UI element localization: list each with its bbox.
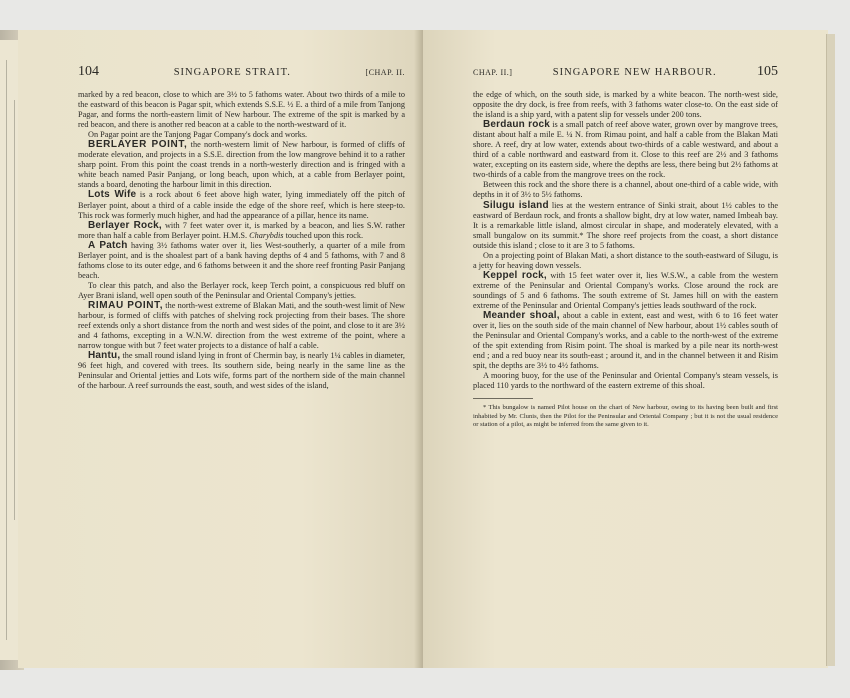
folded-chart-edge (0, 40, 20, 660)
paragraph (473, 271, 778, 311)
right-page-body (473, 90, 778, 391)
page-number: 105 (757, 64, 778, 79)
section-heading: Meander shoal, (483, 310, 560, 322)
page-block-edge (826, 34, 835, 666)
paragraph-text: with 15 feet water over it, lies W.S.W., a cable from the western extreme of the Peninsular and Oriental Company's works. Close around the rock are soundings of 5 and 6 fathoms. The south extreme of St. James hill on with the eastern extreme of the Peninsular and Oriental Company's jetties leads southward of the rock. (473, 270, 779, 310)
paragraph-text: the north-western limit of New harbour, is formed of cliffs of moderate elevation, and projects in a S.S.E. direction from the low mangrove behind it to a rather sharp point. From this point the coast trends in a north-westerly direction and is fringed with a white beach named Pasir Panjang, or long beach, upon which, at a cable from Berlayer point, stands a board, denoting the harbour limit in this direction. (78, 140, 405, 190)
paragraph-text: On a projecting point of Blakan Mati, a short distance to the south-eastward of Silugu, is a jetty for heaving down vessels. (473, 250, 778, 270)
section-heading: Berdaun rock (483, 119, 551, 131)
paragraph (78, 241, 405, 281)
left-page-body (78, 90, 405, 391)
paragraph-text: about a cable in extent, east and west, with 6 to 16 feet water over it, lies on the south side of the main channel of New harbour, about 1½ cables south of the Peninsular and Oriental Company's works, and a cable to the north-west of the extreme of the spit extending from Risim point. The shoal is marked by a pile near its north-west end ; and a red buoy near its south-east ; around it, and in the channel between it and Risim spit, the depths are 3½ to 4½ fathoms. (473, 311, 778, 371)
right-page-header (473, 64, 778, 80)
paragraph-text: the edge of which, on the south side, is marked by a white beacon. The north-west side, opposite the dry dock, is free from reefs, with 3 fathoms water close-to. On the east side of the island is a ship yard, with a patent slip for vessels under 200 tons. (473, 90, 778, 120)
paragraph-text: is a small patch of reef above water, grown over by mangrove trees, distant about half a mile E. ¼ N. from Rimau point, and half a cable from the Blakan Mati shore. A reef, dry at low water, extends about two-thirds of a cable westward, and about a third of a cable northward and eastward from it. Close to this reef are 2½ and 3 fathoms water, excepting on its eastern side, where the depths are less, there being but 2½ fathoms at two-thirds of a cable from the mangrove trees on the rock. (473, 120, 778, 180)
paragraph-text: On Pagar point are the Tanjong Pagar Company's dock and works. (88, 130, 308, 140)
paragraph-text: having 3½ fathoms water over it, lies West-southerly, a quarter of a mile from Berlayer point, and is the shoalest part of a bank having depths of 4 and 5 fathoms, with 7 and 8 fathoms close to its outer edge, and 6 fathoms between it and the shore reef fronting Pasir Panjang beach. (78, 240, 405, 280)
footnote: * This bungalow is named Pilot house on the chart of New harbour, owing to its having been built and first inhabited by Mr. Clunis, then the Pilot for the Peninsular and Oriental Company ; but it is not the usual residence or station of a pilot, as might be inferred from the same given to it. (473, 404, 778, 428)
paragraph-text: lies at the western entrance of Sinki strait, about 1½ cables to the eastward of Berdaun rock, and fronts a shallow bight, dry at low water, named Imbeah bay. It is a remarkable little island, almost circular in shape, and moderately elevated, with a small bungalow on its summit.* The shore reef projects from the coast, a short distance outside this island ; close to it are 3 to 5 fathoms. (473, 200, 779, 250)
paragraph-text: the small round island lying in front of Chermin bay, is nearly 1¼ cables in diameter, 96 feet high, and covered with trees. Its southern side, being nearly in the same line as the Peninsular and Oriental jetties and Lots wife, forms part of the northern side of the main channel of the harbour. A reef surrounds the east, south, and west sides of the island, (78, 351, 405, 391)
running-title: SINGAPORE NEW HARBOUR. (552, 67, 717, 78)
section-heading: Lots Wife (88, 189, 137, 201)
paragraph-text: To clear this patch, and also the Berlayer rock, keep Terch point, a conspicuous red bluff on Ayer Brani island, well open south of the Peninsular and Oriental Company's jetties. (78, 280, 405, 300)
paragraph (78, 140, 405, 190)
section-heading: BERLAYER POINT, (88, 139, 188, 151)
left-page (18, 30, 423, 668)
paragraph-text: is a rock about 6 feet above high water, lying immediately off the pitch of Berlayer point, about a third of a cable inside the edge of the shore reef, which is here steep-to. This rock was formerly much higher, and had the appearance of a pillar, hence its name. (78, 190, 405, 220)
paragraph (78, 301, 405, 351)
paragraph (473, 120, 778, 180)
right-page (423, 30, 828, 668)
paragraph (473, 371, 778, 391)
section-heading: Keppel rock, (483, 269, 547, 281)
section-heading: A Patch (88, 239, 128, 251)
paragraph (473, 311, 778, 371)
paragraph (78, 281, 405, 301)
ship-name: Charybdis (249, 230, 284, 240)
running-title: SINGAPORE STRAIT. (173, 67, 291, 78)
paragraph (473, 251, 778, 271)
paragraph-text: marked by a red beacon, close to which are 3½ to 5 fathoms water. About two thirds of a mile to the eastward of this beacon is Pagar spit, which extends S.S.E. ½ E. a third of a mile from Tanjong Pagar, and forms the north-eastern limit of New harbour. The extreme of the spit is marked by a red beacon, and there is another red beacon at a cable to the north-westward of it. (78, 90, 405, 130)
paragraph-text: touched upon this rock. (283, 230, 364, 240)
paragraph (78, 221, 405, 241)
paragraph-text: A mooring buoy, for the use of the Peninsular and Oriental Company's steam vessels, is placed 110 yards to the northward of the eastern extreme of this shoal. (473, 371, 778, 391)
paragraph (473, 201, 778, 251)
page-number: 104 (78, 64, 99, 79)
footnote-rule (473, 398, 533, 399)
paragraph-text: the north-west extreme of Blakan Mati, and the south-west limit of New harbour, is formed of cliffs with patches of shelving rock projecting from their bases. The shore reef extends only a short distance from the north and west sides of the point, and close to it are 3½ and 4 fathoms, excepting in a W.N.W. direction from the west extreme of the point, where a narrow tongue with but 7 feet water projects to a distance of half a cable. (78, 300, 405, 351)
section-heading: Hantu, (88, 350, 121, 362)
section-heading: Berlayer Rock, (88, 219, 162, 231)
section-heading: RIMAU POINT, (88, 299, 164, 311)
paragraph-text: with 7 feet water over it, is marked by a beacon, and lies S.W. rather more than half a cable from Berlayer point. H.M.S. (78, 220, 405, 240)
left-page-header (78, 64, 405, 80)
paragraph (78, 90, 405, 130)
section-heading: Silugu island (483, 199, 549, 211)
paragraph (473, 180, 778, 200)
paragraph (78, 351, 405, 391)
chapter-label: CHAP. II.] (473, 68, 513, 77)
chapter-label: [CHAP. II. (365, 68, 405, 77)
paragraph (78, 190, 405, 220)
paragraph-text: Between this rock and the shore there is a channel, about one-third of a cable wide, with depths in it of 3½ to 5½ fathoms. (473, 180, 778, 200)
paragraph (473, 90, 778, 120)
